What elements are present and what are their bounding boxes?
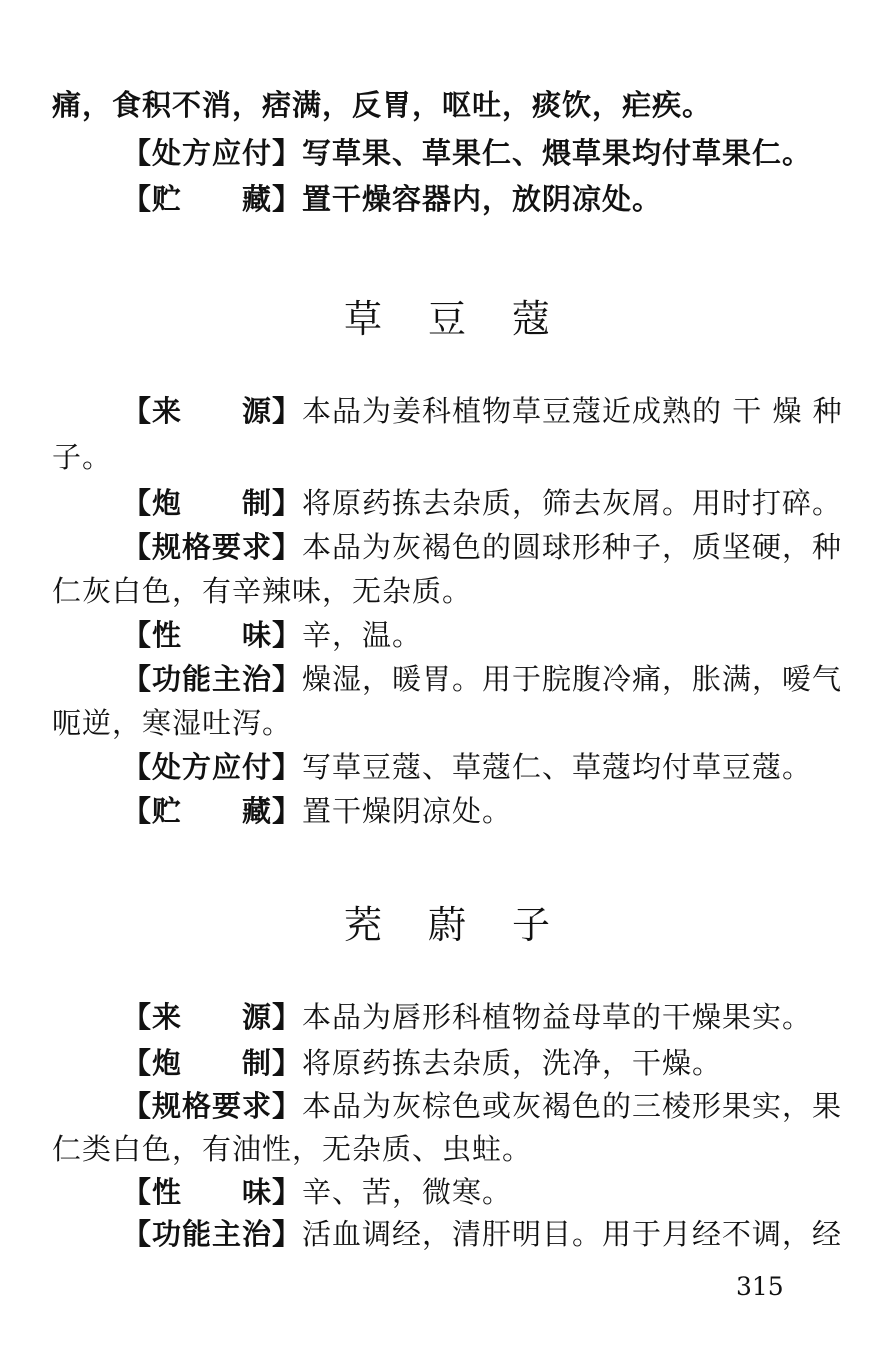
taste-paragraph <box>122 1174 882 1210</box>
taste-tag: 【性 味】 <box>122 1175 303 1209</box>
source-paragraph <box>122 999 882 1035</box>
processing-paragraph <box>122 1045 882 1081</box>
prescription-tag: 【处方应付】 <box>122 750 303 784</box>
spec-paragraph <box>122 1088 882 1124</box>
storage-text: 置干燥阴凉处。 <box>302 794 513 828</box>
function-text: 活血调经，清肝明目。用于月经不调，经 <box>302 1217 843 1251</box>
source-paragraph <box>122 393 882 429</box>
spec-text-cont: 仁类白色，有油性，无杂质、虫蛀。 <box>52 1132 533 1166</box>
spec-text-cont: 仁灰白色，有辛辣味，无杂质。 <box>52 574 473 608</box>
storage-tag: 【贮 藏】 <box>122 182 303 216</box>
function-text: 燥湿，暖胃。用于脘腹冷痛，胀满，嗳气 <box>302 662 843 696</box>
taste-text: 辛，温。 <box>302 618 423 652</box>
prescription-paragraph <box>122 135 882 171</box>
processing-tag: 【炮 制】 <box>122 1046 303 1080</box>
source-text: 本品为姜科植物草豆蔻近成熟的 干 燥 种 <box>302 394 843 428</box>
entry-title-chongweizi: 茺 蔚 子 <box>343 903 553 947</box>
taste-text: 辛、苦，微寒。 <box>302 1175 513 1209</box>
storage-text: 置干燥容器内，放阴凉处。 <box>302 182 663 216</box>
spec-text: 本品为灰棕色或灰褐色的三棱形果实，果 <box>302 1089 843 1123</box>
storage-tag: 【贮 藏】 <box>122 794 303 828</box>
function-tag: 【功能主治】 <box>122 662 303 696</box>
function-paragraph <box>122 661 882 697</box>
processing-tag: 【炮 制】 <box>122 486 303 520</box>
function-tag: 【功能主治】 <box>122 1217 303 1251</box>
taste-paragraph <box>122 617 882 653</box>
source-tag: 【来 源】 <box>122 394 303 428</box>
spec-text: 本品为灰褐色的圆球形种子，质坚硬，种 <box>302 530 843 564</box>
processing-text: 将原药拣去杂质，筛去灰屑。用时打碎。 <box>302 486 843 520</box>
entry-title-caodoukou: 草 豆 蔻 <box>343 297 553 341</box>
source-tag: 【来 源】 <box>122 1000 303 1034</box>
source-text-cont: 子。 <box>52 440 113 474</box>
spec-paragraph <box>122 529 882 565</box>
processing-paragraph <box>122 485 882 521</box>
processing-text: 将原药拣去杂质，洗净，干燥。 <box>302 1046 723 1080</box>
function-text-cont: 呃逆，寒湿吐泻。 <box>52 706 293 740</box>
storage-paragraph <box>122 181 882 217</box>
prescription-text: 写草果、草果仁、煨草果均付草果仁。 <box>302 136 813 170</box>
taste-tag: 【性 味】 <box>122 618 303 652</box>
prescription-text: 写草豆蔻、草蔻仁、草蔻均付草豆蔻。 <box>302 750 813 784</box>
continued-text-line: 痛，食积不消，痞满，反胃，呕吐，痰饮，疟疾。 <box>52 88 713 122</box>
prescription-paragraph <box>122 749 882 785</box>
spec-tag: 【规格要求】 <box>122 1089 303 1123</box>
storage-paragraph <box>122 793 882 829</box>
spec-tag: 【规格要求】 <box>122 530 303 564</box>
page-number: 315 <box>736 1272 784 1301</box>
source-text: 本品为唇形科植物益母草的干燥果实。 <box>302 1000 813 1034</box>
function-paragraph <box>122 1216 882 1252</box>
prescription-tag: 【处方应付】 <box>122 136 303 170</box>
